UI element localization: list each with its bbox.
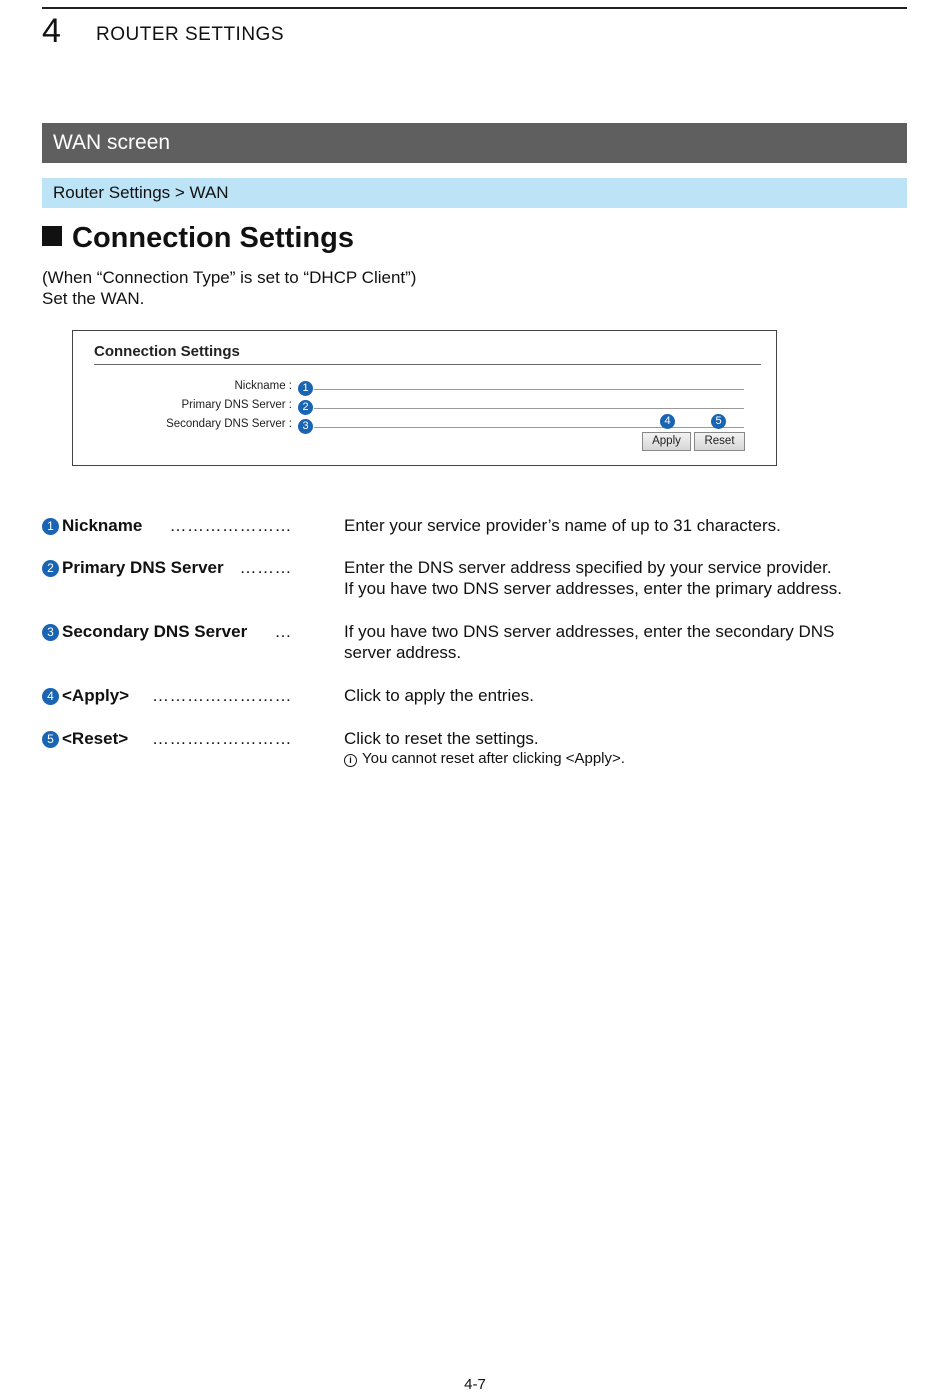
section-heading-text: Connection Settings xyxy=(72,222,354,254)
number-badge: 5 xyxy=(42,731,59,748)
desc-text xyxy=(344,621,904,663)
note-text: You cannot reset after clicking <Apply>. xyxy=(362,750,625,767)
term-name: <Reset> xyxy=(62,729,129,748)
leader-dots: …………………… xyxy=(152,686,292,705)
leader-dots: …………………… xyxy=(152,729,292,748)
info-note xyxy=(344,749,904,768)
desc-line: server address. xyxy=(344,643,462,662)
desc-line: Click to reset the settings. xyxy=(344,729,539,748)
breadcrumb: Router Settings > WAN xyxy=(42,178,907,208)
nickname-input[interactable] xyxy=(314,389,744,390)
panel-divider xyxy=(94,364,761,365)
square-bullet-icon xyxy=(42,226,62,246)
primary-dns-input[interactable] xyxy=(314,408,744,409)
number-badge: 4 xyxy=(42,688,59,705)
desc-line: If you have two DNS server addresses, enter the secondary DNS xyxy=(344,622,835,641)
screen-title-bar: WAN screen xyxy=(42,123,907,163)
term-name: Primary DNS Server xyxy=(62,558,224,577)
number-badge: 1 xyxy=(42,518,59,535)
intro-line-1: (When “Connection Type” is set to “DHCP Client”) xyxy=(42,268,417,287)
connection-settings-panel xyxy=(72,330,777,466)
leader-dots: ………………… xyxy=(169,516,292,535)
secondary-dns-input[interactable] xyxy=(314,427,744,428)
nickname-label: Nickname : xyxy=(234,380,292,392)
term-name: Secondary DNS Server xyxy=(62,622,248,641)
term-name: Nickname xyxy=(62,516,143,535)
reset-button[interactable]: Reset xyxy=(694,432,745,451)
desc-line: Enter your service provider’s name of up to 31 characters. xyxy=(344,516,781,535)
number-badge: 2 xyxy=(42,560,59,577)
term-name: <Apply> xyxy=(62,686,130,705)
intro-line-2: Set the WAN. xyxy=(42,289,145,308)
number-badge: 3 xyxy=(42,624,59,641)
desc-term xyxy=(42,728,292,749)
apply-button[interactable]: Apply xyxy=(642,432,691,451)
intro-text xyxy=(42,267,416,309)
callout-badge-2: 2 xyxy=(298,400,313,415)
desc-text xyxy=(344,515,904,536)
desc-term xyxy=(42,685,292,706)
desc-line: Click to apply the entries. xyxy=(344,686,534,705)
desc-text xyxy=(344,557,904,599)
desc-line: Enter the DNS server address specified by your service provider. xyxy=(344,558,832,577)
leader-dots: ……… xyxy=(239,558,292,577)
panel-title: Connection Settings xyxy=(94,343,240,360)
callout-badge-4: 4 xyxy=(660,414,675,429)
page-number: 4-7 xyxy=(464,1376,486,1393)
callout-badge-1: 1 xyxy=(298,381,313,396)
desc-term xyxy=(42,621,292,642)
primary-dns-label: Primary DNS Server : xyxy=(181,399,292,411)
desc-line: If you have two DNS server addresses, enter the primary address. xyxy=(344,579,842,598)
desc-term xyxy=(42,557,292,578)
callout-badge-5: 5 xyxy=(711,414,726,429)
section-heading xyxy=(42,220,354,256)
desc-term xyxy=(42,515,292,536)
desc-text xyxy=(344,685,904,706)
chapter-title: ROUTER SETTINGS xyxy=(96,24,285,45)
desc-text xyxy=(344,728,904,768)
chapter-number: 4 xyxy=(42,12,61,50)
leader-dots: … xyxy=(274,622,292,641)
info-icon: i xyxy=(344,754,357,767)
callout-badge-3: 3 xyxy=(298,419,313,434)
top-rule xyxy=(42,7,907,9)
secondary-dns-label: Secondary DNS Server : xyxy=(166,418,292,430)
